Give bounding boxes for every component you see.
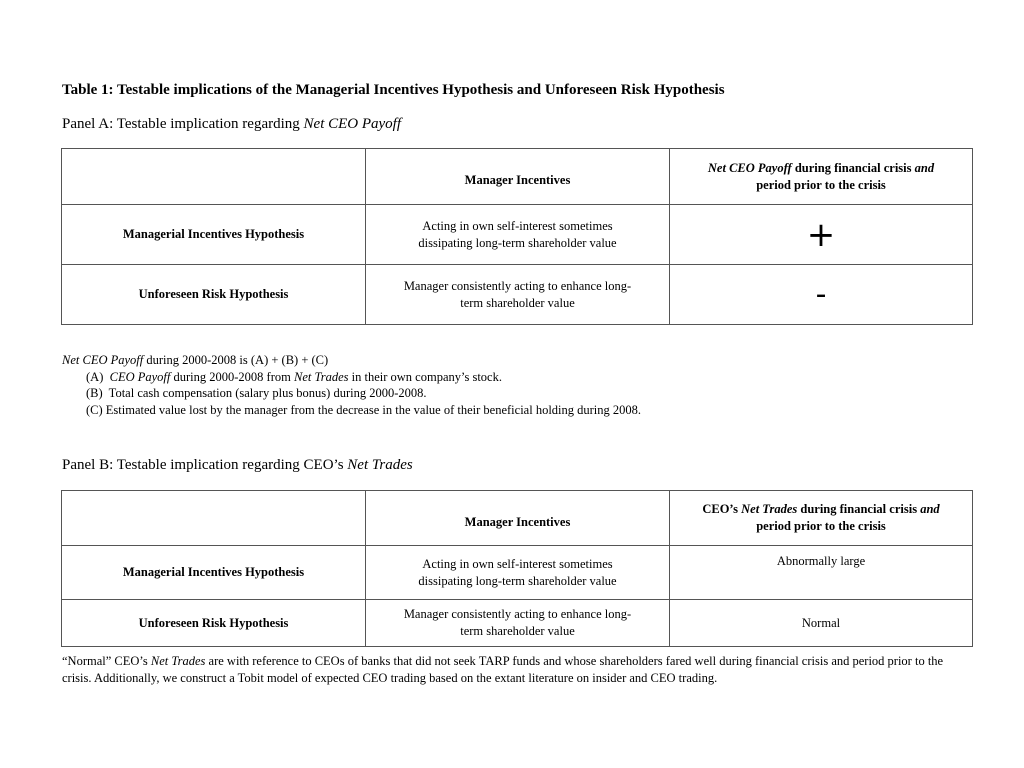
notes-italic: Net CEO Payoff: [62, 353, 144, 367]
notes-italic: Net Trades: [293, 369, 349, 384]
header-italic-term: Net Trades: [741, 502, 798, 516]
incentive-line: term shareholder value: [460, 295, 575, 310]
notes-text: during 2000-2008 is (A) + (B) + (C): [143, 353, 329, 367]
table-row: [62, 600, 973, 647]
notes-line-a: [62, 369, 641, 386]
panel-b-table: [61, 490, 973, 647]
incentive-line: Acting in own self-interest sometimes: [422, 218, 613, 233]
notes-text: (A): [86, 369, 110, 384]
table-row: [62, 546, 973, 600]
header-text-end: period prior to the crisis: [756, 177, 886, 192]
header-empty-cell: [62, 491, 366, 546]
notes-line-c: (C) Estimated value lost by the manager from the decrease in the value of their beneficial holding during 2008.: [86, 402, 642, 417]
header-manager-incentives: Manager Incentives: [366, 491, 670, 546]
table-title: Table 1: Testable implications of the Managerial Incentives Hypothesis and Unforeseen Risk Hypothesis: [62, 82, 725, 98]
panel-b-heading-text: Panel B: Testable implication regarding CEO’s: [62, 457, 348, 473]
header-text: during financial crisis: [791, 160, 915, 175]
header-italic-term: Net CEO Payoff: [707, 160, 792, 175]
table-header-row: [62, 491, 973, 546]
incentive-cell: [366, 265, 670, 325]
notes-line-b: (B) Total cash compensation (salary plus bonus) during 2000-2008.: [86, 386, 427, 400]
payoff-definition-notes: [62, 352, 641, 418]
header-and: and: [914, 160, 935, 175]
table-row: [62, 265, 973, 325]
incentive-cell: [366, 546, 670, 600]
prediction-cell: [670, 265, 973, 325]
header-ceo-net-trades: [670, 491, 973, 546]
incentive-line: Acting in own self-interest sometimes: [422, 556, 613, 571]
incentive-line: term shareholder value: [460, 624, 575, 638]
notes-text: during 2000-2008 from: [170, 369, 294, 384]
header-manager-incentives: Manager Incentives: [366, 149, 670, 205]
panel-a-heading-text: Panel A: Testable implication regarding: [62, 116, 304, 132]
header-net-ceo-payoff: [670, 149, 973, 205]
prediction-plus: +: [806, 214, 836, 255]
panel-a-table: [61, 148, 973, 325]
hypothesis-label: Unforeseen Risk Hypothesis: [62, 265, 366, 325]
hypothesis-label: Managerial Incentives Hypothesis: [62, 546, 366, 600]
notes-text: in their own company’s stock.: [348, 369, 502, 384]
footnote: [62, 653, 967, 686]
hypothesis-label: Unforeseen Risk Hypothesis: [62, 600, 366, 647]
prediction-minus: -: [815, 276, 827, 312]
panel-b-heading: [62, 457, 413, 474]
notes-italic: CEO Payoff: [109, 369, 171, 384]
incentive-line: Manager consistently acting to enhance long-: [403, 607, 632, 621]
header-and: and: [920, 502, 940, 516]
prediction-cell: Normal: [670, 600, 973, 647]
incentive-line: dissipating long-term shareholder value: [418, 235, 617, 250]
panel-a-heading-italic: Net CEO Payoff: [303, 116, 402, 132]
incentive-line: dissipating long-term shareholder value: [418, 573, 617, 588]
header-text-end: period prior to the crisis: [756, 519, 886, 533]
footnote-italic: Net Trades: [150, 654, 206, 668]
footnote-text: “Normal” CEO’s: [62, 654, 151, 668]
footnote-text: are with reference to CEOs of banks that did not seek TARP funds and whose shareholders fared well during financial crisis and period prior to the crisis. Additionally, we construct a Tobit model of expected CEO trading based on the extant literature on insider and CEO trading.: [62, 654, 944, 685]
prediction-cell: [670, 205, 973, 265]
header-empty-cell: [62, 149, 366, 205]
panel-a-heading: [62, 116, 401, 133]
header-text: during financial crisis: [797, 502, 921, 516]
incentive-line: Manager consistently acting to enhance long-: [403, 278, 632, 293]
incentive-cell: [366, 205, 670, 265]
incentive-cell: [366, 600, 670, 647]
header-text: CEO’s: [702, 502, 742, 516]
notes-line: [62, 352, 641, 369]
table-header-row: [62, 149, 973, 205]
table-row: [62, 205, 973, 265]
hypothesis-label: Managerial Incentives Hypothesis: [62, 205, 366, 265]
panel-b-heading-italic: Net Trades: [347, 457, 413, 473]
prediction-cell: Abnormally large: [670, 546, 973, 600]
